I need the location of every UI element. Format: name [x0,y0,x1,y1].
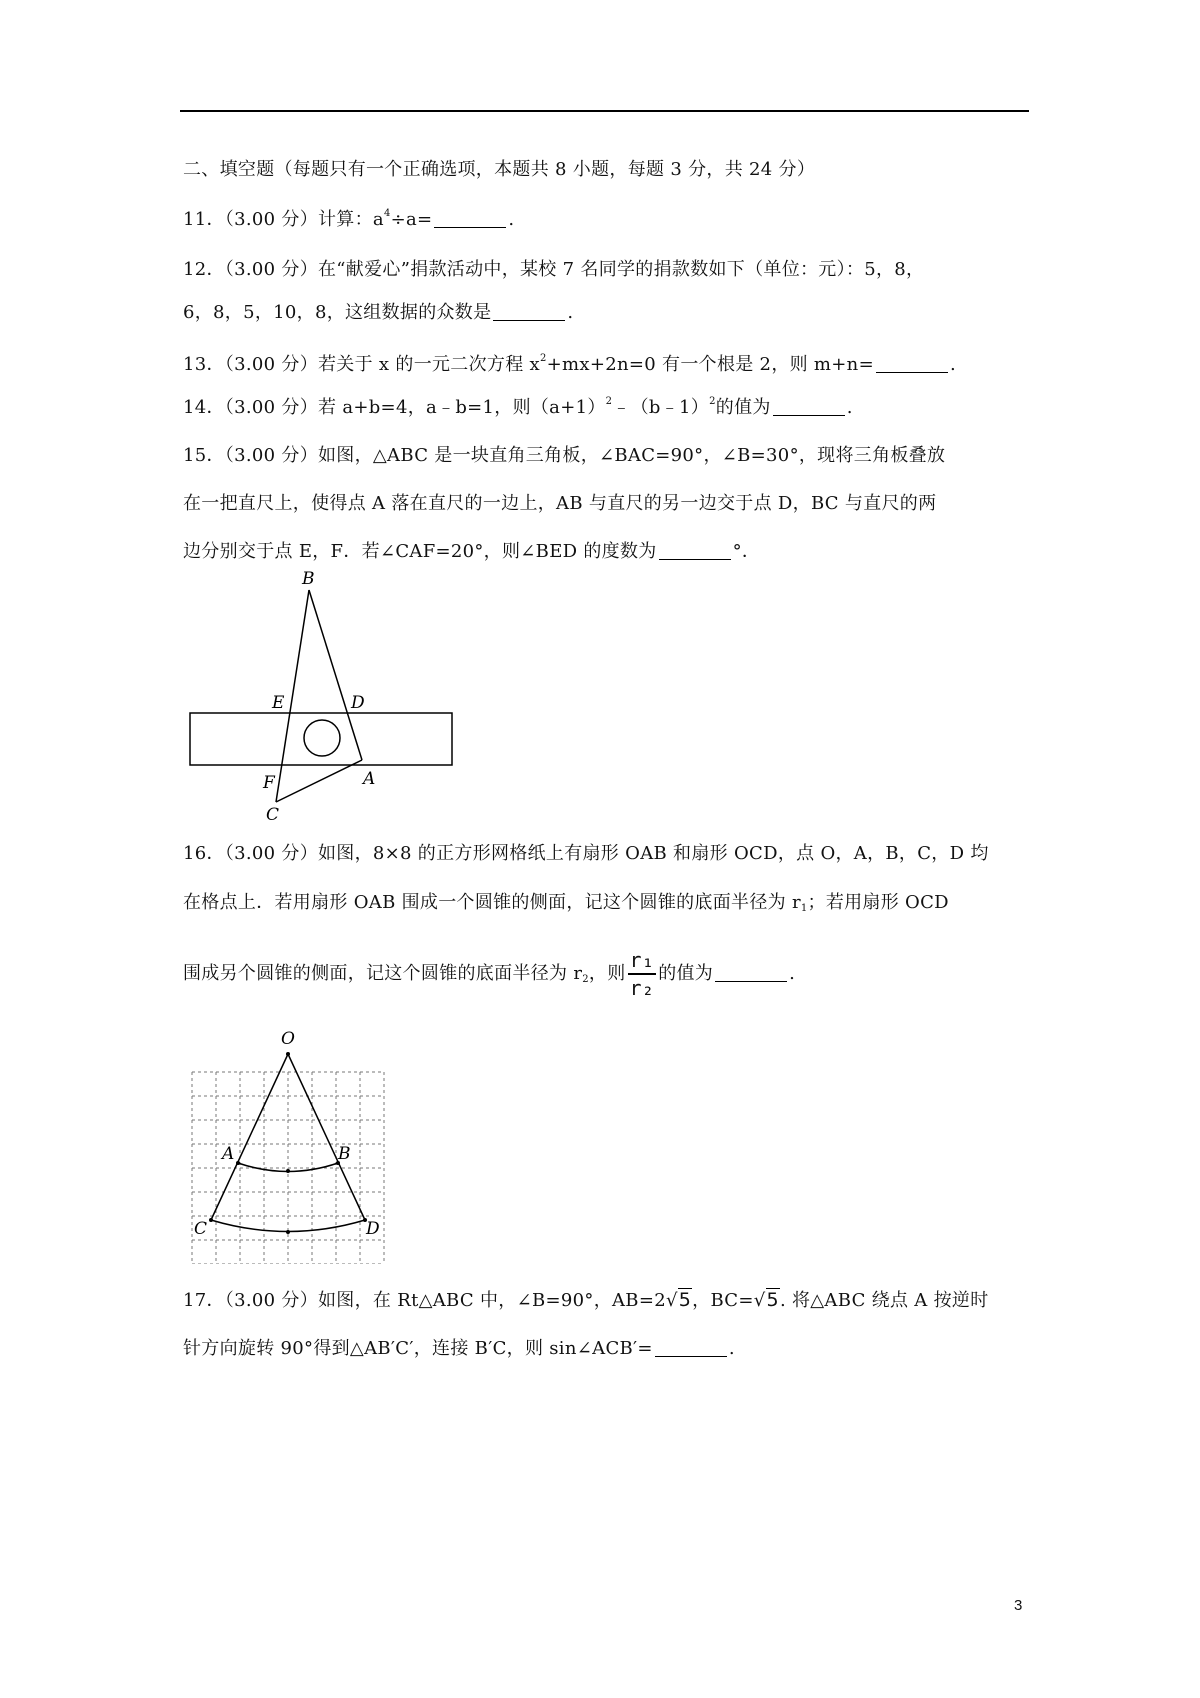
answer-blank[interactable] [655,1338,727,1357]
segment-ca [276,760,362,802]
grid-8x8 [192,1072,384,1264]
q12-text: 6，8，5，10，8，这组数据的众数是 [183,302,492,323]
label-e: E [272,693,285,713]
question-16-line2 [183,891,949,915]
answer-blank[interactable] [773,397,845,416]
label-b: B [302,570,315,589]
sqrt-5-a: √5 [665,1289,692,1311]
q11-text: 11．（3.00 分）计算：a [183,209,384,230]
sqrt-5-b: √5 [753,1289,779,1311]
q16-end: . [789,963,796,984]
q14-text: 14．（3.00 分）若 a+b=4，a﹣b=1，则（a+1） [183,397,606,418]
question-12-line1: 12．（3.00 分）在“献爱心”捐款活动中，某校 7 名同学的捐款数如下（单位：元）：5，8， [183,259,925,280]
answer-blank[interactable] [659,541,731,560]
q16-figure [180,1024,410,1264]
q14-text-mid: ﹣（b﹣1） [612,397,710,418]
q16-text: 在格点上．若用扇形 OAB 围成一个圆锥的侧面，记这个圆锥的底面半径为 r [183,892,801,913]
q16-text-3: 围成另个圆锥的侧面，记这个圆锥的底面半径为 r [183,963,583,984]
radicand: 5 [678,1289,692,1311]
q11-end: . [508,209,515,230]
label-d: D [366,1219,380,1239]
segment-ab [309,590,362,760]
q16-sub-2: 2 [582,974,589,985]
question-12-line2 [183,301,573,325]
arc-ab-midpoint [286,1169,290,1173]
label-d: D [351,693,365,713]
header-rule [180,110,1029,112]
q17-text-mid: ，BC= [692,1290,754,1311]
q16-text-post: ；若用扇形 OCD [807,892,949,913]
question-15-line1: 15．（3.00 分）如图，△ABC 是一块直角三角板，∠BAC=90°，∠B=30°，现将三角板叠放 [183,445,946,466]
q12-end: . [567,302,574,323]
fraction-r1-r2 [628,947,657,1001]
q15-end: °． [732,541,761,562]
q11-exponent: 4 [383,208,391,219]
q17-end: . [728,1338,735,1359]
label-c: C [194,1219,208,1239]
label-o: O [281,1029,295,1049]
q16-text-3-post: 的值为 [658,963,714,984]
q14-exponent-2: 2 [709,396,716,407]
q13-text-post: +mx+2n=0 有一个根是 2，则 m+n= [546,354,874,375]
answer-blank[interactable] [434,209,506,228]
label-b: B [338,1144,351,1164]
label-a: A [363,769,376,789]
page-number: 3 [1014,1597,1023,1614]
question-17-line2 [183,1337,735,1361]
ruler-hole [304,720,340,756]
q14-end: . [846,397,853,418]
q17-text-post: . 将△ABC 绕点 A 按逆时 [779,1290,989,1311]
q13-text: 13．（3.00 分）若关于 x 的一元二次方程 x [183,354,540,375]
q14-text-post: 的值为 [715,397,771,418]
point-a [236,1161,240,1165]
q15-figure [180,570,460,825]
fraction-denominator: r₂ [629,976,655,1000]
q16-text-3-mid: ，则 [588,963,626,984]
section-heading: 二、填空题（每题只有一个正确选项，本题共 8 小题，每题 3 分，共 24 分） [183,159,816,180]
question-14 [183,396,853,420]
arc-cd-midpoint [286,1230,290,1234]
q17-text: 17．（3.00 分）如图，在 Rt△ABC 中，∠B=90°，AB=2 [183,1290,666,1311]
ruler [190,713,452,765]
q15-text: 边分别交于点 E，F．若∠CAF=20°，则∠BED 的度数为 [183,541,657,562]
label-f: F [263,773,275,793]
question-15-line3 [183,540,760,564]
question-15-line2: 在一把直尺上，使得点 A 落在直尺的一边上，AB 与直尺的另一边交于点 D，BC 与直尺的两 [183,493,937,514]
question-16-line3 [183,946,795,1002]
question-13 [183,353,956,377]
point-c [209,1218,213,1222]
q14-exponent-1: 2 [605,396,613,407]
radicand: 5 [766,1289,779,1311]
q13-end: . [949,354,956,375]
answer-blank[interactable] [876,354,948,373]
fraction-numerator: r₁ [628,947,657,975]
label-a: A [222,1144,235,1164]
q16-sub-1: 1 [800,903,808,914]
answer-blank[interactable] [493,302,565,321]
q13-exponent: 2 [539,353,547,364]
q11-text-post: ÷a= [390,209,433,230]
question-17-line1 [183,1288,989,1313]
answer-blank[interactable] [715,963,787,982]
radius-oc [211,1054,288,1220]
label-c: C [266,805,280,825]
question-16-line1: 16．（3.00 分）如图，8×8 的正方形网格纸上有扇形 OAB 和扇形 OCD，点 O，A，B，C，D 均 [183,843,989,864]
question-11 [183,208,514,232]
radius-od [288,1054,365,1220]
q17-text-2: 针方向旋转 90°得到△AB′C′，连接 B′C，则 sin∠ACB′= [183,1338,653,1359]
point-o [286,1052,290,1056]
